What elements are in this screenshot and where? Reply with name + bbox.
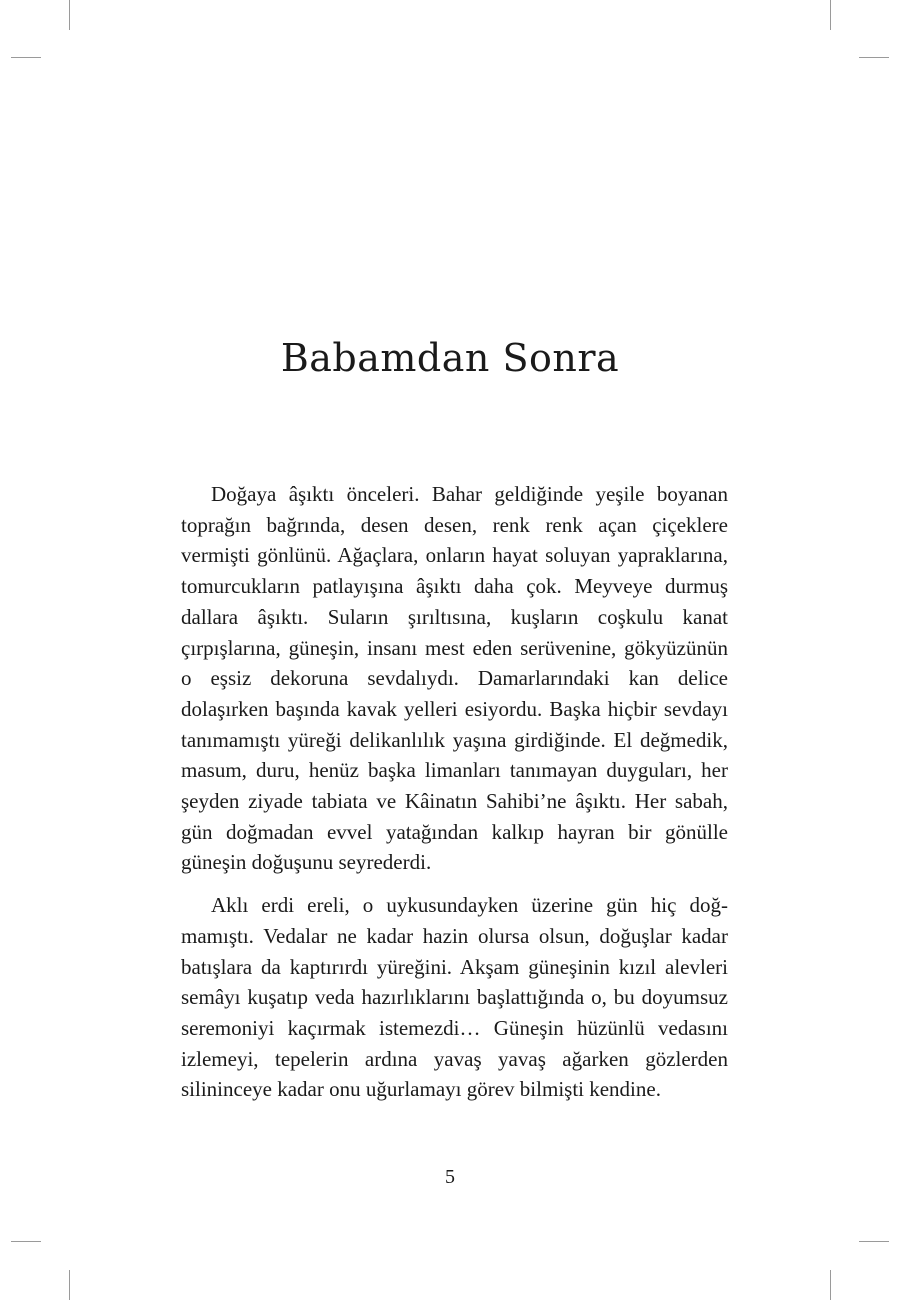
crop-mark-top-right-horizontal [859,57,889,58]
chapter-title: Babamdan Sonra [280,336,620,380]
crop-mark-bottom-right-vertical [830,1270,831,1300]
crop-mark-top-left-horizontal [11,57,41,58]
paragraph: Doğaya âşıktı önceleri. Bahar geldiğinde yeşile boyanan toprağın bağrında, desen desen, renk renk açan çiçeklere vermişti gönlünü. Ağaçlara, onların hayat soluyan yapraklarına, tomurcukların patlayışına âşıktı daha çok. Meyveye durmuş dallara âşıktı. Suların şırıltısına, kuşların coşkulu kanat çırpışlarına, güneşin, insanı mest eden serüvenine, gökyüzünün o eşsiz dekoruna sevdalıydı. Damarlarındaki kan delice dolaşırken başında kavak yelleri esiyordu. Başka hiçbir sevdayı tanımamıştı yüreği delikanlılık yaşına girdiğinde. El değmedik, masum, duru, henüz başka limanları tanımayan duyguları, her şeyden ziyade tabiata ve Kâinatın Sahibi’ne âşıktı. Her sabah, gün doğmadan evvel yatağından kalkıp hayran bir gönülle güneşin doğuşunu seyrederdi. [181,482,728,875]
paragraph: Aklı erdi ereli, o uykusundayken üzerine gün hiç doğmamıştı. Vedalar ne kadar hazin olursa olsun, doğuşlar kadar batışlara da kaptırırdı yüreğini. Akşam güneşinin kızıl alevleri semâyı kuşatıp veda hazırlıklarını başlattığında o, bu doyumsuz seremoniyi kaçırmak istemezdi… Güneşin hüzünlü vedasını izlemeyi, tepelerin ardına yavaş yavaş ağarken gözlerden silininceye kadar onu uğurlamayı görev bilmişti kendine. [181,893,728,1102]
crop-mark-top-left-vertical [69,0,70,30]
crop-mark-bottom-right-horizontal [859,1241,889,1242]
body-text [181,479,728,1117]
crop-mark-bottom-left-vertical [69,1270,70,1300]
page-number: 5 [445,1166,455,1188]
crop-mark-top-right-vertical [830,0,831,30]
crop-mark-bottom-left-horizontal [11,1241,41,1242]
